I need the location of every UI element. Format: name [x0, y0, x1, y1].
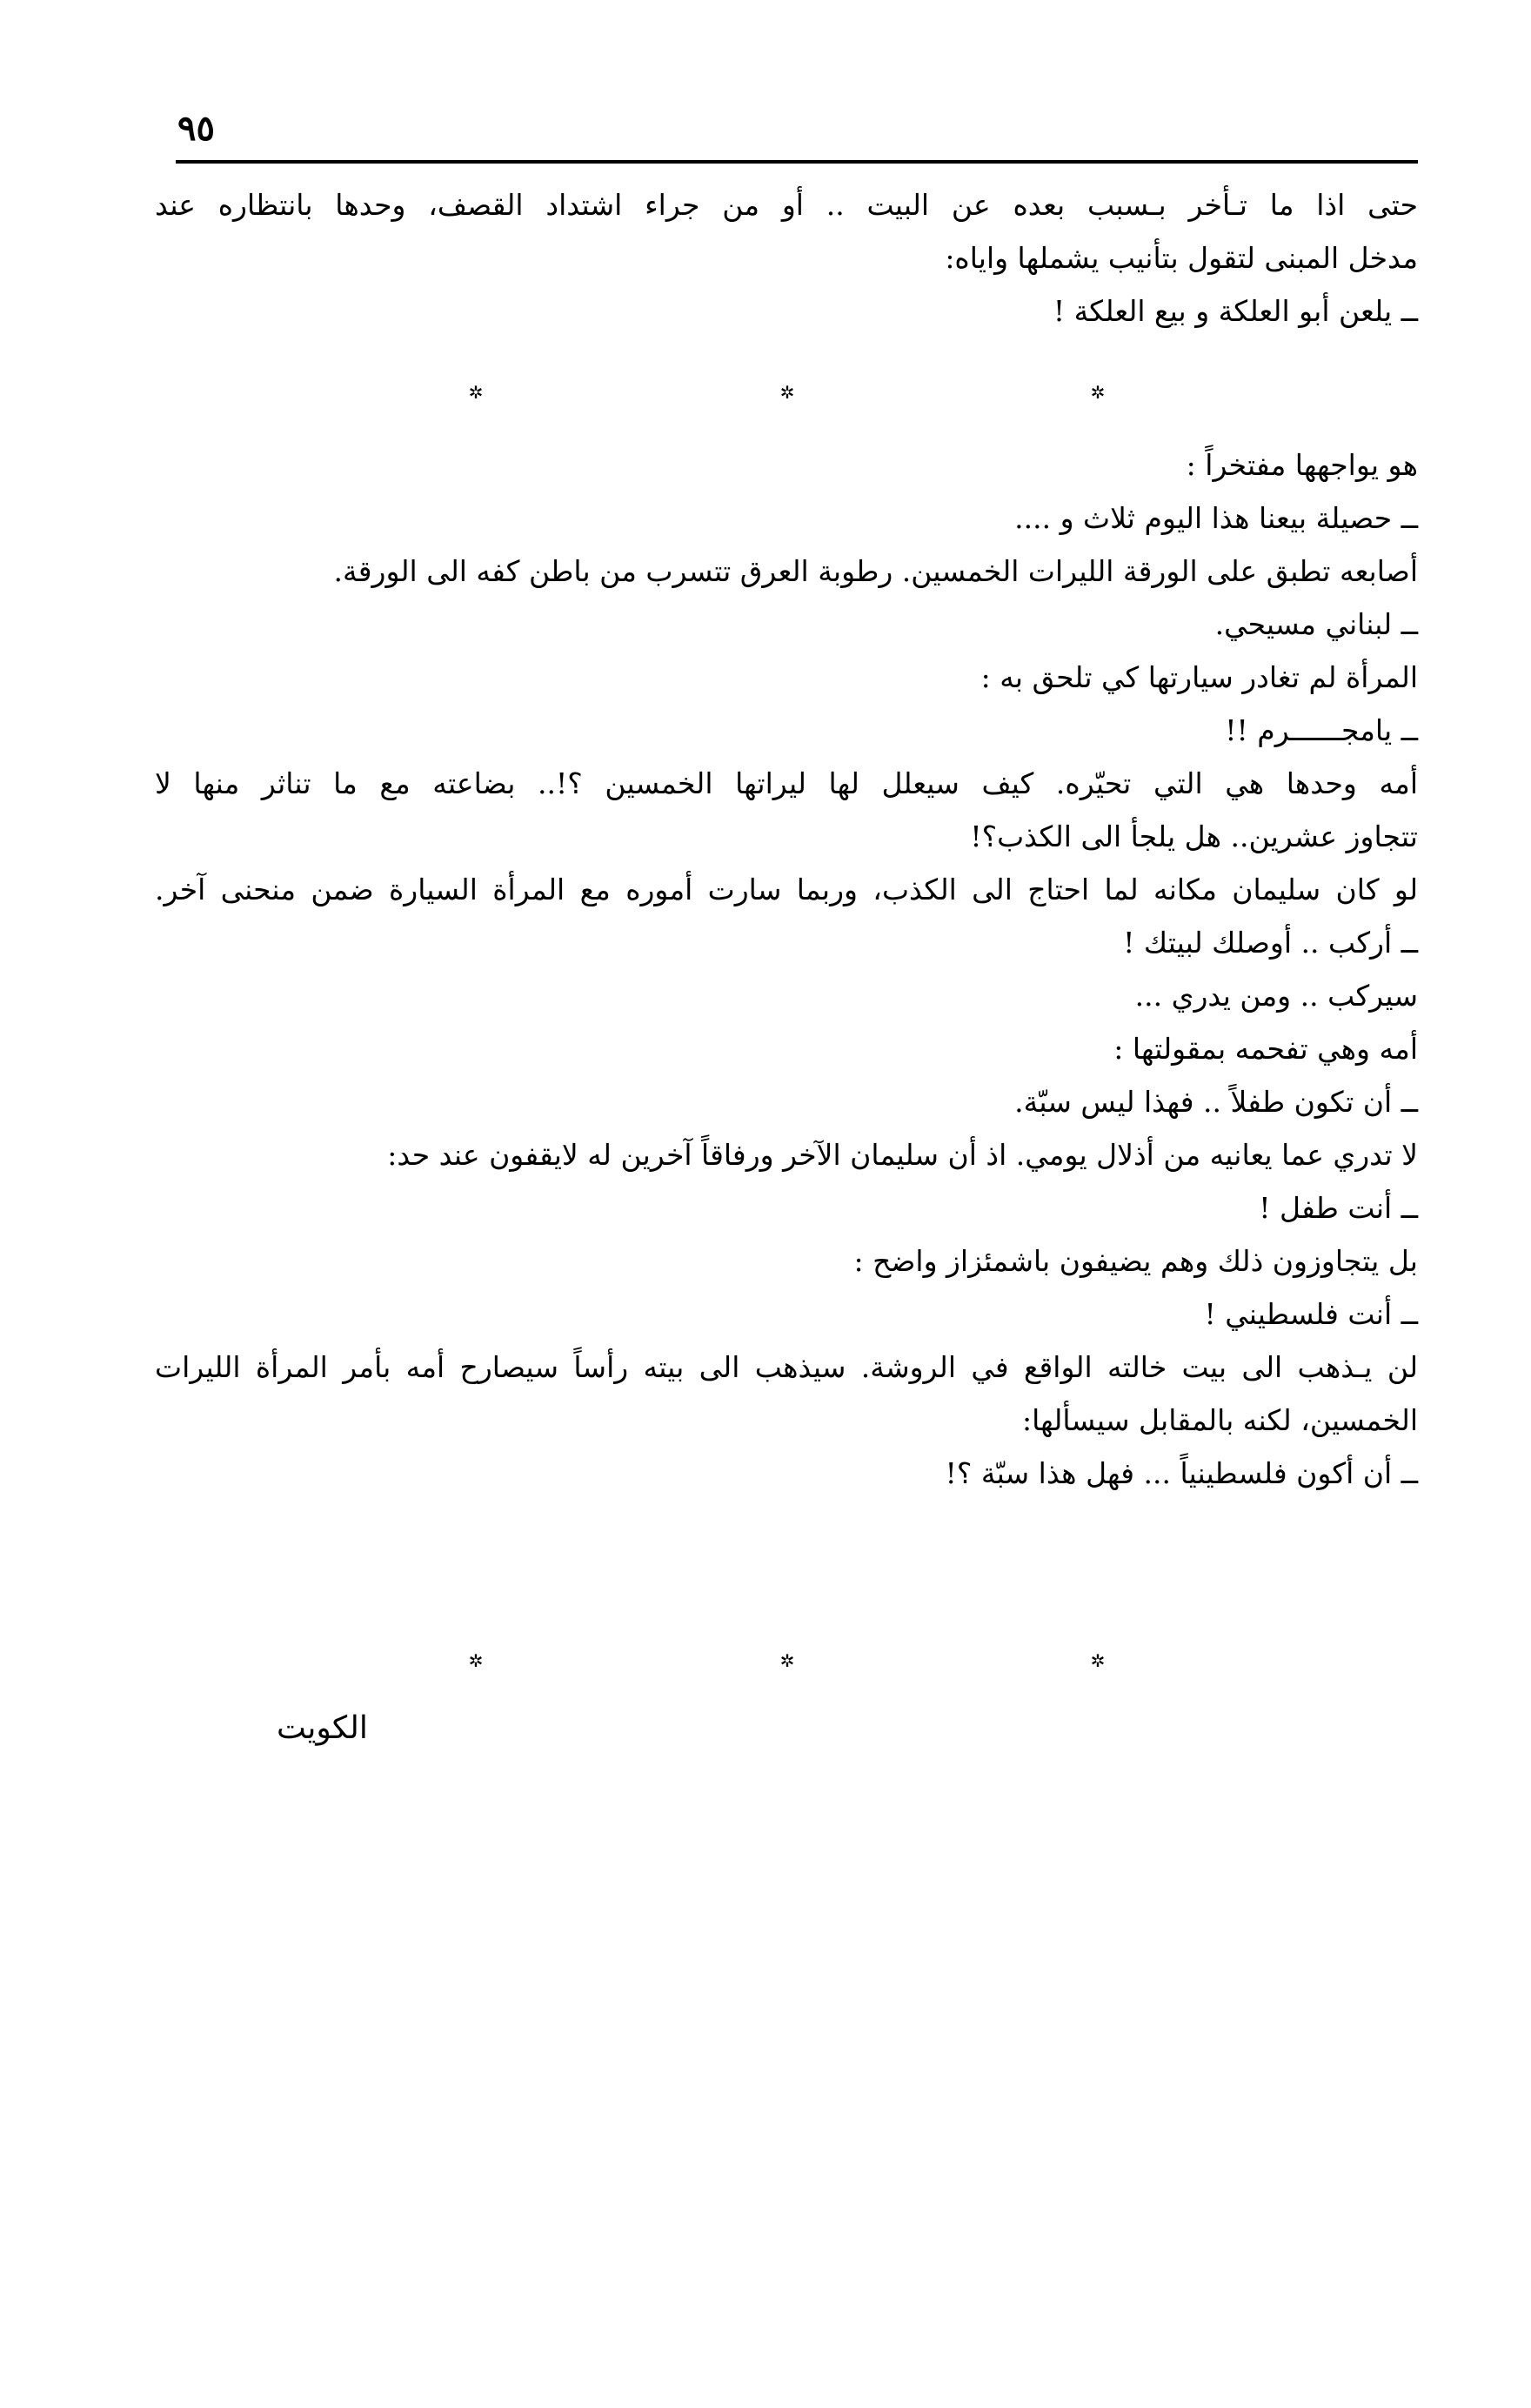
- text-line: أمه وهي تفحمه بمقولتها :: [1113, 1032, 1418, 1066]
- section-1: [155, 178, 1418, 338]
- header-rule: [176, 160, 1418, 164]
- text-line: تتجاوز عشرين.. هل يلجأ الى الكذب؟!: [970, 819, 1418, 853]
- place-signature: الكويت: [277, 1710, 368, 1746]
- text-line: هو يواجهها مفتخراً :: [1186, 448, 1418, 482]
- text-line: بل يتجاوزون ذلك وهم يضيفون باشمئزاز واضح :: [853, 1244, 1418, 1278]
- section-divider: [0, 379, 1531, 405]
- text-line: ــ يلعن أبو العلكة و بيع العلكة !: [1053, 294, 1418, 328]
- text-line: أصابعه تطبق على الورقة الليرات الخمسين. رطوبة العرق تتسرب من باطن كفه الى الورقة.: [333, 554, 1418, 588]
- text-line: أمه وحدها هي التي تحيّره. كيف سيعلل لها ليراتها الخمسين ؟!.. بضاعته مع ما تناثر منها لا: [155, 766, 1418, 800]
- dialogue-line: ــ حصيلة بيعنا هذا اليوم ثلاث و ....: [1014, 501, 1418, 535]
- dialogue-line: ــ أن أكون فلسطينياً ... فهل هذا سبّة ؟!: [945, 1456, 1418, 1490]
- dialogue-line: ــ أنت طفل !: [1259, 1191, 1418, 1225]
- page-number: ٩٥: [177, 108, 215, 149]
- dialogue-line: ــ أن تكون طفلاً .. فهذا ليس سبّة.: [1014, 1085, 1418, 1119]
- text-line: حتى اذا ما تـأخر بـسبب بعده عن البيت .. أو من جراء اشتداد القصف، وحدها بانتظاره عند: [155, 188, 1418, 222]
- text-line: لا تدري عما يعانيه من أذلال يومي. اذ أن سليمان الآخر ورفاقاً آخرين له لايقفون عند حد:: [387, 1138, 1418, 1172]
- text-line: لن يـذهب الى بيت خالته الواقع في الروشة. سيذهب الى بيته رأساً سيصارح أمه بأمر المرأة الليرات: [155, 1350, 1418, 1384]
- divider-star-icon: ✲: [779, 382, 795, 403]
- divider-star-icon: ✲: [1090, 1650, 1106, 1671]
- divider-star-icon: ✲: [468, 1650, 484, 1671]
- section-2: [155, 439, 1418, 1501]
- divider-star-icon: ✲: [779, 1650, 795, 1671]
- dialogue-line: ــ أركب .. أوصلك لبيتك !: [1123, 926, 1418, 960]
- text-line: سيركب .. ومن يدري ...: [1134, 979, 1418, 1013]
- text-line: المرأة لم تغادر سيارتها كي تلحق به :: [980, 660, 1418, 694]
- text-line: لو كان سليمان مكانه لما احتاج الى الكذب، وربما سارت أموره مع المرأة السيارة ضمن منحنى آخر.: [155, 873, 1418, 906]
- text-line: الخمسين، لكنه بالمقابل سيسألها:: [1021, 1403, 1418, 1437]
- section-divider: [0, 1648, 1531, 1674]
- text-line: مدخل المبنى لتقول بتأنيب يشملها واياه:: [945, 241, 1418, 275]
- dialogue-line: ــ لبناني مسيحي.: [1214, 607, 1418, 641]
- dialogue-line: ــ يامجــــــرم !!: [1225, 713, 1418, 747]
- divider-star-icon: ✲: [1090, 382, 1106, 403]
- dialogue-line: ــ أنت فلسطيني !: [1204, 1297, 1418, 1331]
- divider-star-icon: ✲: [468, 382, 484, 403]
